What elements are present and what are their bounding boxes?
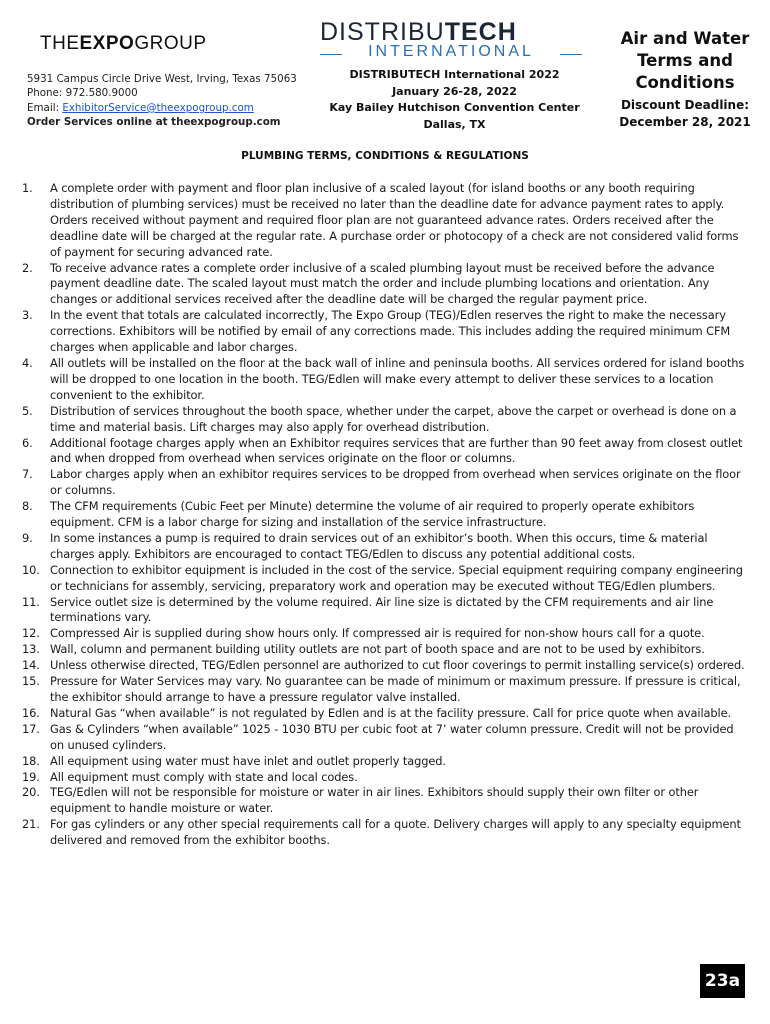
form-title-block xyxy=(598,28,770,131)
contact-email-label: Email: xyxy=(27,101,63,114)
term-text: Connection to exhibitor equipment is included in the cost of the service. Special equipment requiring company engineering or technicians for assembly, servicing, preparatory work and operation may be executed without TEG/Edlen plumbers. xyxy=(50,562,743,593)
term-number: 15. xyxy=(22,674,40,689)
term-text: To receive advance rates a complete order inclusive of a scaled plumbing layout must be received before the advance payment deadline date. The scaled layout must match the order and include plumbing locations and orientation. Any changes or additional services received after the deadline date will be charged the regular payment price. xyxy=(50,260,715,307)
term-item xyxy=(22,626,746,642)
term-item xyxy=(22,563,746,595)
term-text: In some instances a pump is required to drain services out of an exhibitor’s booth. When this occurs, time & material charges apply. Exhibitors are encouraged to contact TEG/Edlen to discuss any potential additional costs. xyxy=(50,530,708,561)
contact-email-link[interactable]: ExhibitorService@theexpogroup.com xyxy=(62,101,254,114)
contact-info xyxy=(27,72,317,130)
term-number: 2. xyxy=(22,260,33,275)
term-text: Distribution of services throughout the booth space, whether under the carpet, above the carpet or overhead is done on a time and material basis. Lift charges may also apply for overhead distribution. xyxy=(50,403,737,434)
deadline-label: Discount Deadline: xyxy=(620,98,750,112)
term-number: 13. xyxy=(22,642,40,657)
term-item xyxy=(22,642,746,658)
term-number: 14. xyxy=(22,658,40,673)
term-number: 10. xyxy=(22,562,40,577)
distributech-logo xyxy=(320,18,582,68)
term-item xyxy=(22,658,746,674)
distributech-wordmark-a: DISTRIBU xyxy=(320,18,445,46)
page-header xyxy=(0,0,770,140)
term-item xyxy=(22,261,746,309)
event-name: DISTRIBUTECH International 2022 xyxy=(349,68,560,81)
terms-list xyxy=(22,181,746,849)
term-number: 16. xyxy=(22,705,40,720)
logo-the: THE xyxy=(40,33,80,54)
term-item xyxy=(22,817,746,849)
term-text: Service outlet size is determined by the volume required. Air line size is dictated by the CFM requirements and air line terminations vary. xyxy=(50,594,714,625)
term-text: Additional footage charges apply when an Exhibitor requires services that are further than 90 feet away from closest outlet and when dropped from overhead when services originate on the floor or columns. xyxy=(50,435,743,466)
term-number: 17. xyxy=(22,721,40,736)
term-number: 18. xyxy=(22,753,40,768)
term-number: 11. xyxy=(22,594,40,609)
term-text: All outlets will be installed on the floor at the back wall of inline and peninsula booths. All services ordered for island booths will be dropped to one location in the booth. TEG/Edlen will make every attempt to deliver these services to a location convenient to the exhibitor. xyxy=(50,355,745,402)
term-number: 6. xyxy=(22,435,33,450)
term-item xyxy=(22,595,746,627)
term-number: 9. xyxy=(22,530,33,545)
distributech-wordmark-b: TECH xyxy=(444,18,517,46)
term-text: Wall, column and permanent building utility outlets are not part of booth space and are not to be used by exhibitors. xyxy=(50,642,705,657)
term-item xyxy=(22,499,746,531)
term-text: TEG/Edlen will not be responsible for moisture or water in air lines. Exhibitors should supply their own filter or other equipment to handle moisture or water. xyxy=(50,785,699,816)
term-number: 21. xyxy=(22,817,40,832)
term-item xyxy=(22,785,746,817)
contact-phone: Phone: 972.580.9000 xyxy=(27,87,138,100)
logo-group: GROUP xyxy=(134,33,207,54)
distributech-wordmark xyxy=(320,18,517,46)
term-item xyxy=(22,770,746,786)
term-number: 1. xyxy=(22,181,33,195)
form-title-line2: Terms and xyxy=(637,51,733,70)
term-item xyxy=(22,404,746,436)
term-number: 12. xyxy=(22,626,40,641)
term-number: 4. xyxy=(22,355,33,370)
deadline-date: December 28, 2021 xyxy=(619,115,751,129)
logo-expo: EXPO xyxy=(79,33,135,54)
contact-online: Order Services online at theexpogroup.com xyxy=(27,116,281,129)
term-number: 5. xyxy=(22,403,33,418)
term-item xyxy=(22,308,746,356)
term-text: All equipment using water must have inlet and outlet properly tagged. xyxy=(50,753,446,768)
expo-group-logo xyxy=(40,33,207,55)
term-text: Compressed Air is supplied during show hours only. If compressed air is required for non-show hours call for a quote. xyxy=(50,626,705,641)
term-text: Labor charges apply when an exhibitor requires services to be dropped from overhead when services originate on the floor or columns. xyxy=(50,467,741,498)
term-item xyxy=(22,436,746,468)
term-text: Gas & Cylinders “when available” 1025 - 1030 BTU per cubic foot at 7’ water column pressure. Credit will not be provided on unused cylinders. xyxy=(50,721,734,752)
section-title: PLUMBING TERMS, CONDITIONS & REGULATIONS xyxy=(241,150,529,162)
event-city: Dallas, TX xyxy=(423,117,486,131)
contact-address: 5931 Campus Circle Drive West, Irving, Texas 75063 xyxy=(27,73,297,85)
contact-email-line xyxy=(27,101,317,115)
term-item xyxy=(22,467,746,499)
term-text: For gas cylinders or any other special requirements call for a quote. Delivery charges will apply to any specialty equipment delivered and removed from the exhibitor booths. xyxy=(50,817,741,848)
page-number-badge: 23a xyxy=(700,964,745,998)
event-info xyxy=(322,67,587,133)
term-item xyxy=(22,706,746,722)
distributech-subtitle: INTERNATIONAL xyxy=(320,43,582,61)
term-number: 20. xyxy=(22,785,40,800)
term-item xyxy=(22,531,746,563)
term-item xyxy=(22,754,746,770)
term-item xyxy=(22,356,746,404)
term-text: Natural Gas “when available” is not regulated by Edlen and is at the facility pressure. Call for price quote when available. xyxy=(50,705,732,720)
term-number: 8. xyxy=(22,499,33,514)
term-text: A complete order with payment and floor plan inclusive of a scaled layout (for island booths or any booth requiring distribution of plumbing services) must be received no later than the deadline date for advance payment rates to apply. Orders received without payment and required floor plan are not guaranteed advance rates. Orders received after the deadline date will be charged at the regular rate. A purchase order or photocopy of a check are not considered valid forms of payment for securing advanced rate. xyxy=(50,181,739,259)
term-text: All equipment must comply with state and local codes. xyxy=(50,769,358,784)
term-text: Unless otherwise directed, TEG/Edlen personnel are authorized to cut floor coverings to permit installing service(s) ordered. xyxy=(50,658,745,673)
term-number: 19. xyxy=(22,769,40,784)
term-text: Pressure for Water Services may vary. No guarantee can be made of minimum or maximum pressure. If pressure is critical, the exhibitor should arrange to have a pressure regulator valve installed. xyxy=(50,674,741,704)
term-item xyxy=(22,722,746,754)
event-dates: January 26-28, 2022 xyxy=(392,84,517,98)
term-number: 3. xyxy=(22,308,33,323)
event-venue: Kay Bailey Hutchison Convention Center xyxy=(329,101,580,114)
form-title-line1: Air and Water xyxy=(620,29,750,48)
term-item xyxy=(22,674,746,706)
term-item xyxy=(22,181,746,261)
term-text: In the event that totals are calculated incorrectly, The Expo Group (TEG)/Edlen reserves the right to make the necessary corrections. Exhibitors will be notified by email of any corrections made. This includes adding the required minimum CFM charges when applicable and labor charges. xyxy=(50,308,731,355)
term-number: 7. xyxy=(22,467,33,482)
term-text: The CFM requirements (Cubic Feet per Minute) determine the volume of air required to properly operate exhibitors equipment. CFM is a labor charge for sizing and installation of the service infrastructure. xyxy=(50,499,695,530)
form-title-line3: Conditions xyxy=(635,73,735,92)
